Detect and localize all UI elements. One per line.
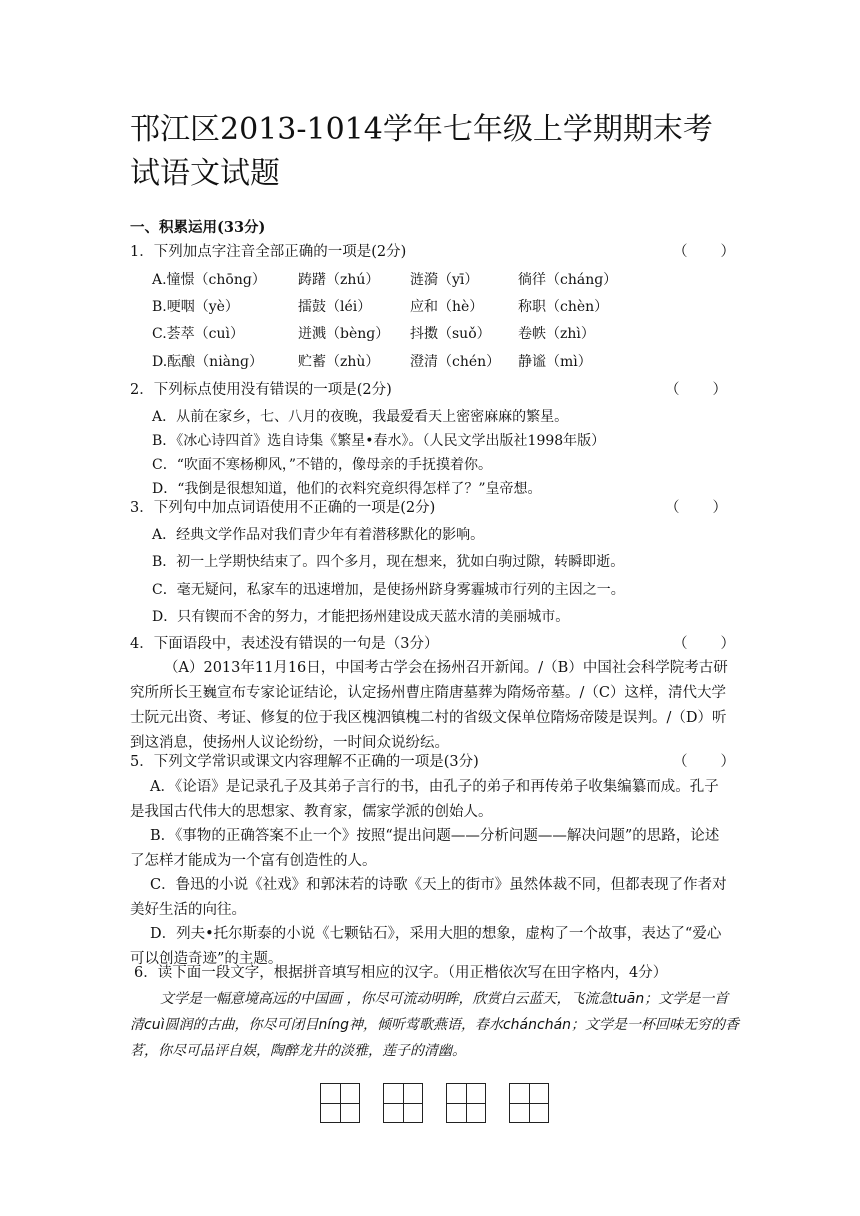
question-4-stem: 4．下面语段中，表述没有错误的一句是（3分） (130, 636, 439, 652)
question-6-stem: 6．读下面一段文字，根据拼音填写相应的汉字。（用正楷依次写在田字格内，4分） (134, 965, 668, 981)
tianzige-box-2[interactable] (383, 1083, 423, 1123)
tianzige-box-4[interactable] (509, 1083, 549, 1123)
q3-option-b: B．初一上学期快结束了。四个多月，现在想来，犹如白驹过隙，转瞬即逝。 (152, 554, 625, 570)
q5-option-c: C．鲁迅的小说《社戏》和郭沫若的诗歌《天上的街市》虽然体裁不同，但都表现了作者对美好生活的向往。 (130, 877, 727, 918)
q1-option-c-4: 卷帙（zhì） (518, 326, 595, 342)
answer-blank-5: （ ） (673, 754, 735, 770)
answer-blank-2: （ ） (665, 382, 727, 398)
q1-option-c-1: C.荟萃（cuì） (152, 326, 244, 342)
q5-option-b: B．《事物的正确答案不止一个》按照“提出问题——分析问题——解决问题”的思路，论述了怎样才能成为一个富有创造性的人。 (130, 828, 720, 869)
question-1-stem: 1．下列加点字注音全部正确的一项是(2分) (130, 244, 407, 260)
question-2-stem: 2．下列标点使用没有错误的一项是(2分) (130, 382, 392, 398)
q3-option-d: D．只有锲而不舍的努力，才能把扬州建设成天蓝水清的美丽城市。 (152, 609, 570, 625)
q1-option-a-2: 踌躇（zhú） (298, 272, 380, 288)
tianzige-grid (320, 1083, 549, 1123)
section-heading: 一、积累运用(33分) (130, 219, 266, 236)
q1-option-b-4: 称职（chèn） (518, 299, 609, 315)
q1-option-d-1: D.酝酿（niànɡ） (152, 354, 263, 370)
answer-blank-1: （ ） (673, 244, 735, 260)
q1-option-a-1: A.憧憬（chōnɡ） (152, 272, 266, 288)
q1-option-c-2: 迸溅（bènɡ） (298, 326, 390, 342)
q1-option-b-1: B.哽咽（yè） (152, 299, 239, 315)
question-4-passage: （A）2013年11月16日，中国考古学会在扬州召开新闻。/（B）中国社会科学院考古研究所所长王巍宣布专家论证结论，认定扬州曹庄隋唐墓葬为隋炀帝墓。/（C）这样，清代大学士阮元出资、考证、修复的位于我区槐泗镇槐二村的省级文保单位隋炀帝陵是误判。/（D）听到这消息，使扬州人议论纷纷，一时间众说纷纭。 (130, 660, 728, 751)
q1-option-d-3: 澄清（chén） (410, 354, 501, 370)
q5-option-a: A．《论语》是记录孔子及其弟子言行的书，由孔子的弟子和再传弟子收集编纂而成。孔子是我国古代伟大的思想家、教育家，儒家学派的创始人。 (130, 779, 719, 820)
q1-option-d-2: 贮蓄（zhù） (298, 354, 380, 370)
q1-option-d-4: 静谧（mì） (518, 354, 592, 370)
q2-option-b: B．《冰心诗四首》选自诗集《繁星•春水》。（人民文学出版社1998年版） (152, 433, 606, 449)
question-3-stem: 3．下列句中加点词语使用不正确的一项是(2分) (130, 500, 436, 516)
q3-option-c: C．毫无疑问，私家车的迅速增加，是使扬州跻身雾霾城市行列的主因之一。 (152, 582, 625, 598)
q1-option-a-3: 涟漪（yī） (410, 272, 479, 288)
tianzige-box-1[interactable] (320, 1083, 360, 1123)
q1-option-a-4: 徜徉（chánɡ） (518, 272, 618, 288)
answer-blank-4: （ ） (673, 636, 735, 652)
answer-blank-3: （ ） (665, 500, 727, 516)
q3-option-a: A．经典文学作品对我们青少年有着潜移默化的影响。 (152, 527, 485, 543)
question-5-stem: 5．下列文学常识或课文内容理解不正确的一项是(3分) (130, 754, 479, 770)
q2-option-a: A．从前在家乡，七、八月的夜晚，我最爱看天上密密麻麻的繁星。 (152, 409, 569, 425)
q2-option-d: D．“我倒是很想知道，他们的衣料究竟织得怎样了？”皇帝想。 (152, 481, 542, 497)
question-6-passage: 文学是一幅意境高远的中国画 ，你尽可流动明眸，欣赏白云蓝天，飞流急tuān；文学是一首清cuì圆润的古曲，你尽可闭目níng神，倾听莺歌燕语，春水chánchán；文学是一杯回味无穷的香茗，你尽可品评自娱，陶醉龙井的淡雅，莲子的清幽。 (130, 991, 740, 1059)
q2-option-c: C．“吹面不寒杨柳风，”不错的，像母亲的手抚摸着你。 (152, 457, 493, 473)
q5-option-d: D．列夫•托尔斯泰的小说《七颗钻石》，采用大胆的想象，虚构了一个故事，表达了“爱心可以创造奇迹”的主题。 (130, 926, 722, 967)
tianzige-box-3[interactable] (446, 1083, 486, 1123)
page-title: 邗江区2013-1014学年七年级上学期期末考试语文试题 (130, 112, 713, 191)
q1-option-b-3: 应和（hè） (410, 299, 484, 315)
q1-option-b-2: 擂鼓（léi） (298, 299, 372, 315)
q1-option-c-3: 抖擞（suǒ） (410, 326, 491, 342)
